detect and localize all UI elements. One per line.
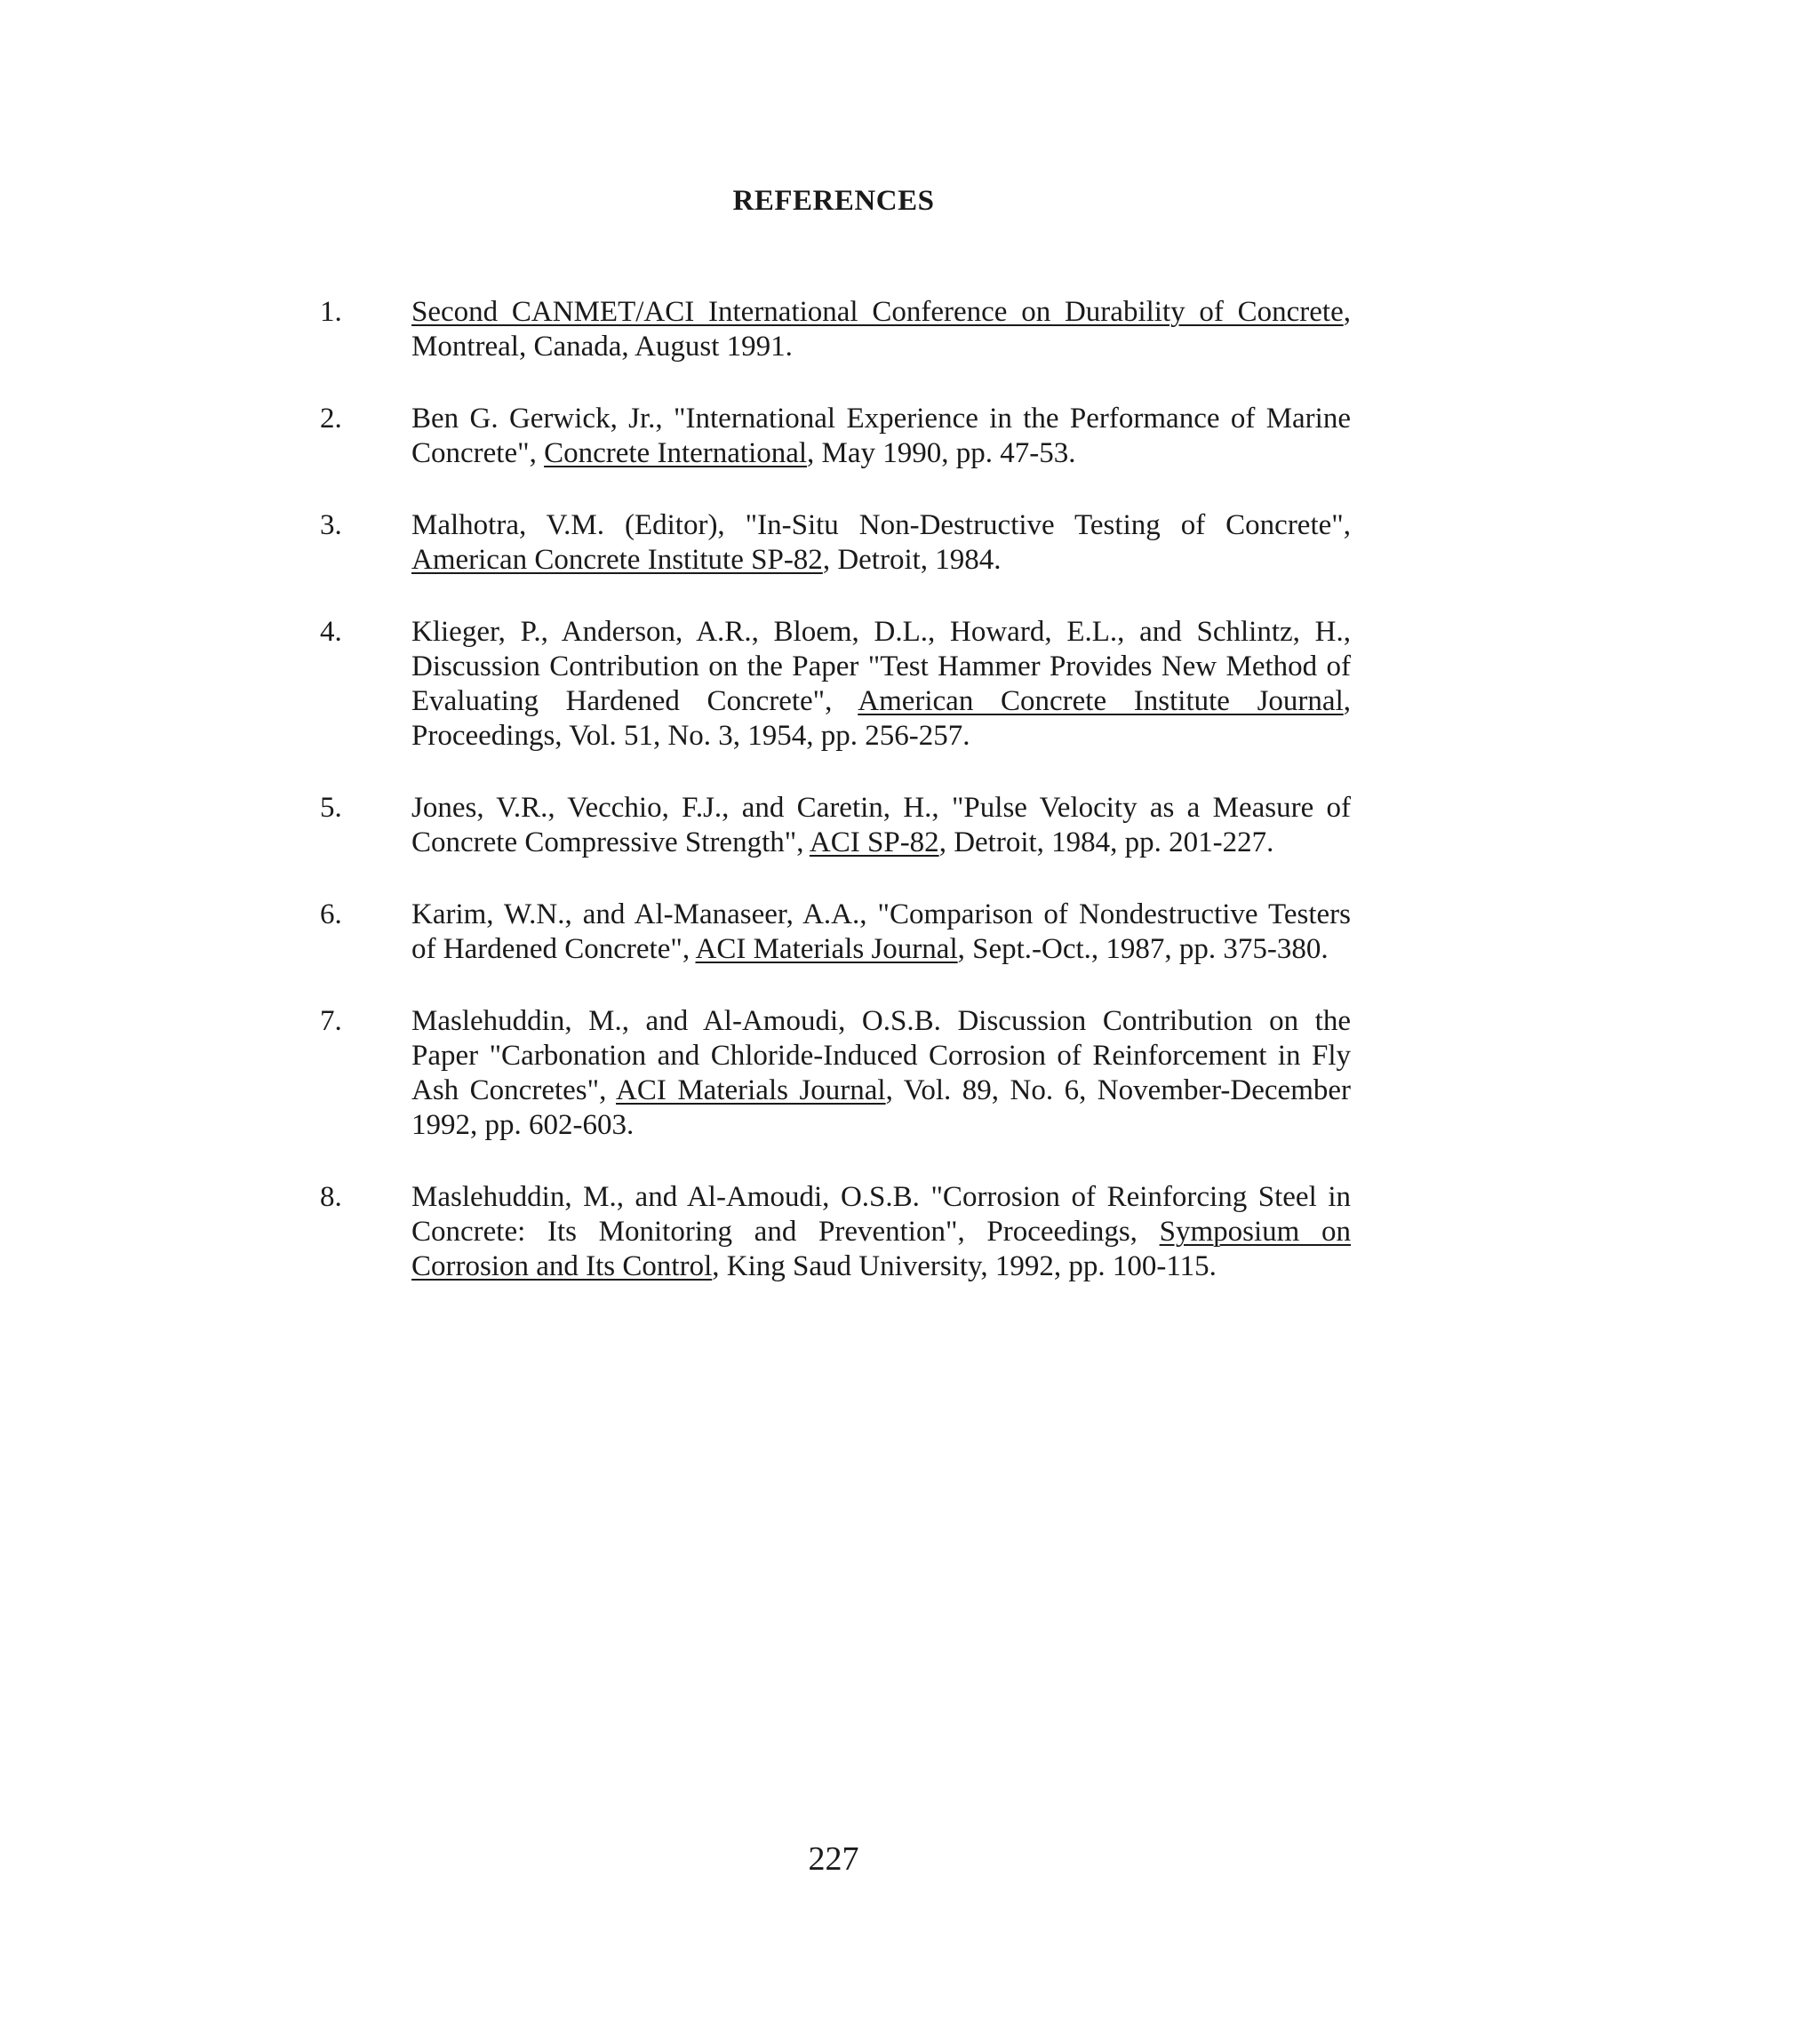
reference-source-title: Second CANMET/ACI International Conference on Durability of Concrete xyxy=(411,296,1344,328)
reference-number: 2. xyxy=(320,403,342,435)
reference-source-title: ACI Materials Journal xyxy=(695,933,958,965)
reference-item xyxy=(320,295,1351,364)
reference-text: , Vol. 89, No. 6, November-December 1992, pp. 602-603. xyxy=(411,1074,1351,1141)
reference-source-title: American Concrete Institute Journal xyxy=(858,685,1344,717)
reference-number: 7. xyxy=(320,1005,342,1037)
reference-text: Klieger, P., Anderson, A.R., Bloem, D.L., Howard, E.L., and Schlintz, H., Discussion Contribution on the Paper "Test Hammer Provides New Method of Evaluating Hardened Concrete", xyxy=(411,616,1351,717)
reference-text: Maslehuddin, M., and Al-Amoudi, O.S.B. "Corrosion of Reinforcing Steel in Concrete: Its Monitoring and Prevention", Proceedings, xyxy=(411,1181,1351,1248)
reference-number: 1. xyxy=(320,296,342,328)
reference-source-title: Symposium on Corrosion and Its Control xyxy=(411,1216,1352,1282)
page-number: 227 xyxy=(808,1840,859,1878)
reference-number: 4. xyxy=(320,616,342,648)
reference-number: 8. xyxy=(320,1181,342,1213)
reference-text: Ben G. Gerwick, Jr., "International Experience in the Performance of Marine Concrete", xyxy=(411,403,1351,469)
reference-text: , Proceedings, Vol. 51, No. 3, 1954, pp. 256-257. xyxy=(411,685,1351,752)
reference-number: 6. xyxy=(320,898,342,930)
reference-source-title: ACI SP-82 xyxy=(809,826,939,858)
reference-list xyxy=(320,295,1351,1284)
reference-number: 5. xyxy=(320,792,342,824)
reference-text: , Detroit, 1984, pp. 201-227. xyxy=(938,826,1274,858)
reference-text: Karim, W.N., and Al-Manaseer, A.A., "Comparison of Nondestructive Testers of Hardened Concrete", xyxy=(411,898,1351,965)
reference-item xyxy=(320,1004,1351,1143)
reference-number: 3. xyxy=(320,509,342,541)
reference-source-title: Concrete International xyxy=(544,437,808,469)
reference-text: , May 1990, pp. 47-53. xyxy=(807,437,1076,469)
reference-text: , Detroit, 1984. xyxy=(822,544,1002,576)
reference-text: , Montreal, Canada, August 1991. xyxy=(411,296,1351,363)
reference-item xyxy=(320,615,1351,754)
references-heading: REFERENCES xyxy=(732,185,935,217)
reference-source-title: ACI Materials Journal xyxy=(616,1074,886,1106)
reference-item xyxy=(320,791,1351,860)
reference-text: Maslehuddin, M., and Al-Amoudi, O.S.B. Discussion Contribution on the Paper "Carbonation and Chloride-Induced Corrosion of Reinforcement in Fly Ash Concretes", xyxy=(411,1005,1351,1106)
reference-item xyxy=(320,1180,1351,1284)
reference-text: , King Saud University, 1992, pp. 100-115. xyxy=(712,1250,1217,1282)
reference-text: Malhotra, V.M. (Editor), "In-Situ Non-Destructive Testing of Concrete", xyxy=(411,509,1351,541)
reference-text: , Sept.-Oct., 1987, pp. 375-380. xyxy=(957,933,1329,965)
reference-source-title: American Concrete Institute SP-82 xyxy=(411,544,823,576)
reference-text: Jones, V.R., Vecchio, F.J., and Caretin, H., "Pulse Velocity as a Measure of Concrete Compressive Strength", xyxy=(411,792,1351,858)
reference-item xyxy=(320,508,1351,578)
reference-item xyxy=(320,402,1351,471)
reference-item xyxy=(320,898,1351,967)
